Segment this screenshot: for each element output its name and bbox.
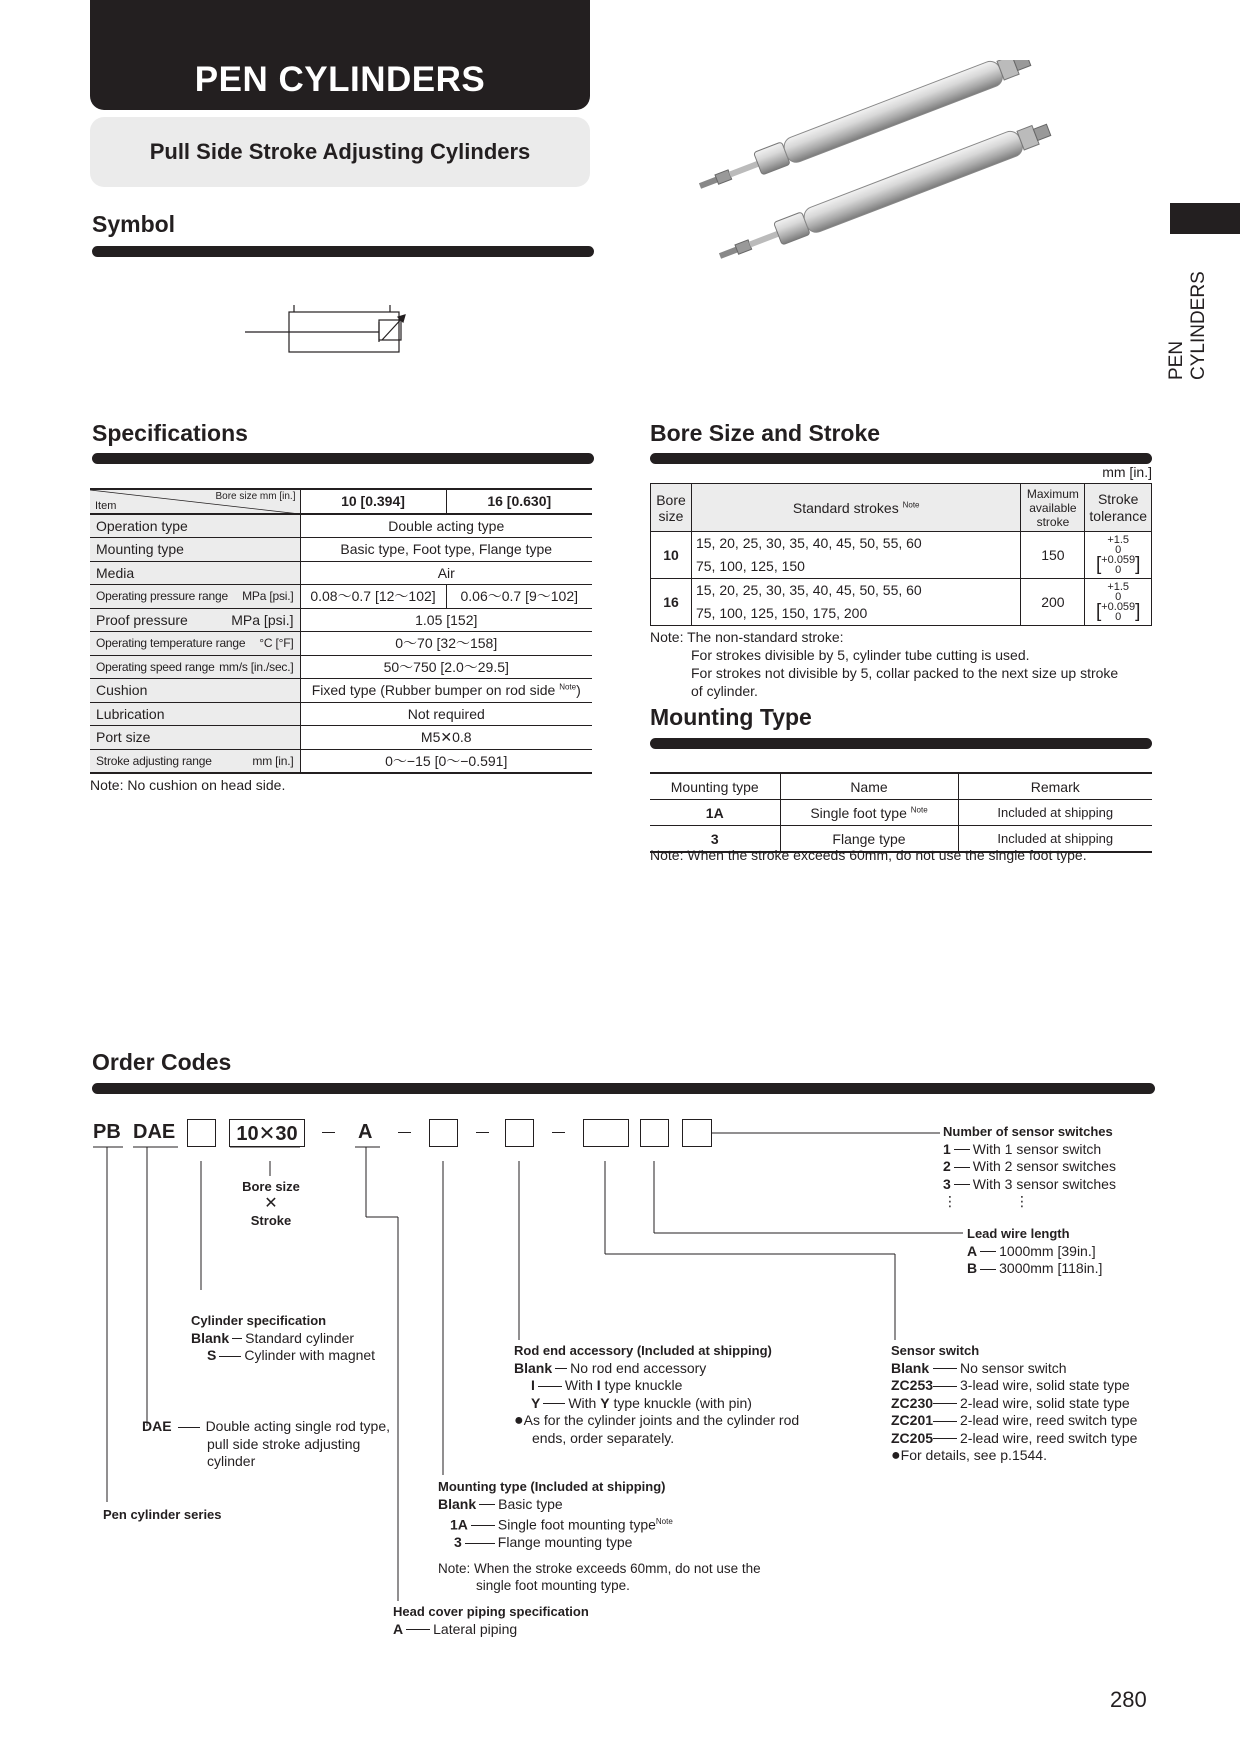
code: 3 — [454, 1534, 462, 1551]
lead-wire-title: Lead wire length — [967, 1226, 1070, 1241]
num-switches-title: Number of sensor switches — [943, 1124, 1113, 1139]
code: S — [207, 1347, 217, 1363]
mounting-code-item — [438, 1534, 761, 1552]
bore-note-line: Note: The non-standard stroke: — [650, 629, 844, 645]
bracket-right: ] — [1135, 554, 1141, 575]
sensor-bullet — [891, 1447, 1137, 1465]
strokes-note-mark: Note — [902, 499, 920, 509]
bore-header: Bore size — [651, 484, 692, 532]
spec-value: 0～70 [32～158] — [300, 632, 592, 656]
code: ZC201 — [891, 1412, 934, 1428]
specifications-title: Specifications — [92, 420, 248, 446]
sensor-item — [891, 1377, 1137, 1395]
mounting-name: Flange type — [780, 826, 958, 853]
tol-in-upper: +0.059 — [1101, 554, 1136, 566]
tol-in-lower: 0 — [1115, 611, 1122, 623]
spec-item: Mounting type — [90, 538, 300, 562]
bore-stroke-label — [230, 1178, 312, 1229]
spec-bore-10-header: 10 [0.394] — [300, 489, 446, 514]
desc: Flange mounting type — [497, 1534, 633, 1551]
code: ZC205 — [891, 1429, 934, 1446]
bracket-left: [ — [1095, 601, 1102, 622]
num-switches-item — [943, 1158, 1116, 1176]
code: Blank — [191, 1329, 230, 1346]
desc-bold: Y — [600, 1394, 610, 1411]
mounting-code-note: Note: When the stroke exceeds 60mm, do not use the — [438, 1560, 761, 1576]
desc: With 2 sensor switches — [972, 1158, 1116, 1174]
desc: No rod end accessory — [570, 1359, 707, 1376]
tol-mm-lower: 0 — [1115, 591, 1122, 603]
desc: Lateral piping — [433, 1620, 518, 1637]
code: Blank — [514, 1359, 553, 1376]
num-switches-ellipsis — [943, 1193, 1116, 1211]
code: B — [967, 1260, 978, 1276]
desc-pre: With — [568, 1394, 601, 1411]
spec-corner-item: Item — [95, 499, 117, 512]
bore-note-line: of cylinder. — [691, 683, 758, 699]
spec-item: Media — [90, 561, 300, 585]
mounting-code-block — [438, 1478, 761, 1595]
spec-bore-16-header: 16 [0.630] — [446, 489, 592, 514]
desc: 3000mm [118in.] — [999, 1260, 1103, 1276]
cylinder-spec-item — [191, 1347, 375, 1365]
sensor-item — [891, 1360, 1137, 1378]
desc: Double acting single rod type, — [205, 1418, 391, 1434]
desc: Basic type — [498, 1495, 563, 1512]
ellipsis-left: ⋮ — [943, 1193, 957, 1209]
spec-item-unit: mm [in.] — [252, 753, 294, 768]
dae-block — [142, 1418, 390, 1471]
symbol-title: Symbol — [92, 211, 176, 237]
bullet-icon: ● — [514, 1412, 524, 1429]
sensor-switch-title: Sensor switch — [891, 1343, 980, 1358]
lead-wire-item — [967, 1243, 1102, 1261]
code: Blank — [438, 1495, 477, 1512]
bore-size-label: Bore size — [242, 1179, 300, 1194]
stroke-label: Stroke — [250, 1212, 292, 1228]
desc-post: type knuckle — [600, 1377, 683, 1393]
sensor-item — [891, 1412, 1137, 1430]
spec-value: M5✕0.8 — [300, 726, 592, 750]
tol-in-lower: 0 — [1115, 564, 1122, 576]
cushion-value: Fixed type (Rubber bumper on rod side — [311, 682, 560, 699]
desc: 2-lead wire, reed switch type — [960, 1412, 1138, 1428]
mounting-type-note: Note: When the stroke exceeds 60mm, do not use the single foot type. — [650, 847, 1087, 863]
spec-item-label: Proof pressure — [96, 611, 188, 628]
strokes-line: 75, 100, 125, 150, 175, 200 — [695, 605, 868, 621]
code-box-bore-stroke: 10✕30 — [229, 1119, 305, 1147]
head-cover-item — [393, 1621, 589, 1639]
bore-note-line: For strokes not divisible by 5, collar packed to the next size up stroke — [691, 665, 1119, 681]
desc: Cylinder with magnet — [244, 1347, 376, 1363]
mounting-remark: Included at shipping — [958, 826, 1152, 853]
bore-value: 10 — [651, 532, 692, 579]
spec-item: Cushion — [90, 679, 300, 703]
spec-value: Air — [300, 561, 592, 585]
code-box-rod-end — [505, 1119, 534, 1147]
num-switches-item — [943, 1176, 1116, 1194]
spec-item-label: Operating speed range — [96, 659, 215, 674]
mounting-type-title: Mounting Type — [650, 704, 812, 730]
side-tab-label: PEN CYLINDERS — [1166, 271, 1209, 380]
rod-end-item — [514, 1360, 799, 1378]
rod-end-bullet-cont: ends, order separately. — [532, 1429, 675, 1446]
bullet-icon: ● — [891, 1447, 901, 1464]
code-dae: DAE — [133, 1121, 176, 1143]
mounting-code-note-cont: single foot mounting type. — [476, 1578, 630, 1594]
series-label: Pen cylinder series — [103, 1507, 222, 1522]
page-number: 280 — [1110, 1687, 1147, 1712]
bullet-text: As for the cylinder joints and the cylinder rod — [523, 1412, 800, 1428]
code: 3 — [943, 1175, 951, 1192]
head-cover-block — [393, 1603, 589, 1638]
spec-value: Not required — [300, 702, 592, 726]
code: 1 — [943, 1140, 951, 1157]
max-stroke-value: 150 — [1021, 532, 1085, 579]
times-icon: ✕ — [264, 1194, 278, 1212]
code-pb: PB — [93, 1121, 121, 1143]
spec-item-label: Stroke adjusting range — [96, 753, 212, 768]
spec-item-unit: °C [°F] — [259, 636, 294, 651]
mounting-col-header: Remark — [958, 773, 1152, 800]
num-switches-item — [943, 1141, 1116, 1159]
code-dash — [476, 1132, 489, 1133]
code-box-cylinder-spec — [187, 1119, 216, 1147]
code: A — [393, 1620, 404, 1637]
tol-mm-upper: +1.5 — [1107, 581, 1130, 593]
rod-end-block — [514, 1342, 799, 1447]
spec-item-unit: MPa [psi.] — [242, 589, 294, 604]
code-a: A — [358, 1121, 373, 1143]
spec-item: Port size — [90, 726, 300, 750]
cylinder-spec-title: Cylinder specification — [191, 1313, 327, 1328]
rod-end-bullet — [514, 1412, 799, 1430]
spec-value: Basic type, Foot type, Flange type — [300, 538, 592, 562]
code-dash — [322, 1132, 335, 1133]
rod-end-item — [514, 1377, 799, 1395]
dae-line: cylinder — [207, 1453, 256, 1469]
spec-value: 0.08～0.7 [12～102] — [300, 585, 446, 609]
code-box-num-switches — [682, 1119, 712, 1147]
desc: Single foot mounting type — [497, 1516, 656, 1533]
mounting-code-item — [438, 1496, 761, 1514]
max-stroke-header: Maximum available stroke — [1021, 484, 1085, 532]
desc: 1000mm [39in.] — [999, 1242, 1096, 1259]
rod-end-item — [514, 1395, 799, 1413]
ellipsis-right: ⋮ — [1015, 1193, 1029, 1209]
desc-bold: I — [596, 1377, 601, 1393]
code: Blank — [891, 1359, 930, 1376]
tol-in-upper: +0.059 — [1101, 601, 1136, 613]
lead-wire-block — [967, 1225, 1102, 1278]
cylinder-spec-block — [191, 1312, 375, 1365]
desc: 2-lead wire, solid state type — [960, 1394, 1130, 1411]
mounting-col-header: Mounting type — [650, 773, 780, 800]
bracket-right: ] — [1135, 601, 1141, 622]
code: 1A — [450, 1516, 468, 1533]
spec-value: Double acting type — [300, 514, 592, 538]
page-title: PEN CYLINDERS — [90, 0, 590, 110]
spec-value: 50～750 [2.0～29.5] — [300, 655, 592, 679]
page-subtitle: Pull Side Stroke Adjusting Cylinders — [90, 117, 590, 187]
spec-item-label: Operating temperature range — [96, 636, 246, 651]
code-dash — [552, 1132, 565, 1133]
sensor-switch-block — [891, 1342, 1137, 1465]
sensor-item — [891, 1395, 1137, 1413]
mounting-note-mark: Note — [910, 804, 928, 814]
desc-pre: With — [564, 1377, 597, 1393]
mounting-code: 1A — [650, 800, 780, 826]
strokes-line: 15, 20, 25, 30, 35, 40, 45, 50, 55, 60 — [695, 582, 922, 598]
mounting-code: 3 — [650, 826, 780, 853]
code: A — [967, 1242, 978, 1259]
code: Y — [531, 1394, 541, 1411]
cushion-note-mark: Note — [559, 682, 577, 692]
mounting-remark: Included at shipping — [958, 800, 1152, 826]
dae-line — [142, 1418, 390, 1436]
code-box-mounting — [429, 1119, 458, 1147]
desc-post: type knuckle (with pin) — [609, 1394, 752, 1411]
bore-value: 16 — [651, 579, 692, 626]
strokes-line: 75, 100, 125, 150 — [695, 558, 805, 574]
code: DAE — [142, 1418, 172, 1434]
code-box-sensor-switch — [583, 1119, 629, 1147]
spec-item-unit: mm/s [in./sec.] — [219, 659, 294, 674]
code-box-lead-wire — [640, 1119, 669, 1147]
spec-item: Lubrication — [90, 702, 300, 726]
code-dash — [398, 1132, 411, 1133]
strokes-line: 15, 20, 25, 30, 35, 40, 45, 50, 55, 60 — [695, 535, 922, 551]
bullet-text: For details, see p.1544. — [900, 1447, 1047, 1463]
tolerance-header: Stroke tolerance — [1085, 484, 1152, 532]
bore-stroke-title: Bore Size and Stroke — [650, 420, 881, 446]
sensor-item — [891, 1430, 1137, 1448]
desc: 2-lead wire, reed switch type — [960, 1429, 1138, 1446]
bracket-left: [ — [1095, 554, 1102, 575]
desc: 3-lead wire, solid state type — [960, 1377, 1130, 1393]
spec-item-label: Operating pressure range — [96, 589, 228, 604]
dae-line: pull side stroke adjusting — [207, 1435, 361, 1452]
tol-mm-lower: 0 — [1115, 544, 1122, 556]
mounting-code-title: Mounting type (Included at shipping) — [438, 1479, 666, 1494]
note-mark: Note — [655, 1517, 673, 1526]
bore-note-line: For strokes divisible by 5, cylinder tube cutting is used. — [691, 647, 1030, 663]
desc: With 1 sensor switch — [972, 1140, 1102, 1157]
spec-value: 0.06～0.7 [9～102] — [446, 585, 592, 609]
mounting-col-header: Name — [780, 773, 958, 800]
lead-wire-item — [967, 1260, 1102, 1278]
spec-value: 0～−15 [0～−0.591] — [300, 749, 592, 773]
order-codes-title: Order Codes — [92, 1049, 232, 1075]
cushion-value-end: ) — [576, 682, 581, 699]
desc: With 3 sensor switches — [972, 1175, 1116, 1192]
mounting-name-label: Single foot type — [810, 804, 907, 821]
code: I — [531, 1377, 535, 1393]
bore-stroke-unit: mm [in.] — [1102, 464, 1152, 480]
mounting-code-item — [438, 1513, 761, 1534]
spec-value: 1.05 [152] — [300, 608, 592, 632]
specifications-note: Note: No cushion on head side. — [90, 777, 286, 793]
spec-corner-bore: Bore size mm [in.] — [215, 491, 296, 502]
max-stroke-value: 200 — [1021, 579, 1085, 626]
tol-mm-upper: +1.5 — [1107, 534, 1130, 546]
code: 2 — [943, 1158, 951, 1174]
desc: No sensor switch — [960, 1359, 1067, 1376]
cylinder-spec-item — [191, 1330, 375, 1348]
head-cover-title: Head cover piping specification — [393, 1604, 589, 1619]
code: ZC253 — [891, 1377, 934, 1393]
spec-item-unit: MPa [psi.] — [231, 611, 294, 628]
code: ZC230 — [891, 1394, 934, 1411]
strokes-header-label: Standard strokes — [792, 499, 899, 516]
spec-item: Operation type — [90, 514, 300, 538]
num-switches-block — [943, 1123, 1116, 1211]
rod-end-title: Rod end accessory (Included at shipping) — [514, 1343, 772, 1358]
desc: Standard cylinder — [245, 1329, 355, 1346]
